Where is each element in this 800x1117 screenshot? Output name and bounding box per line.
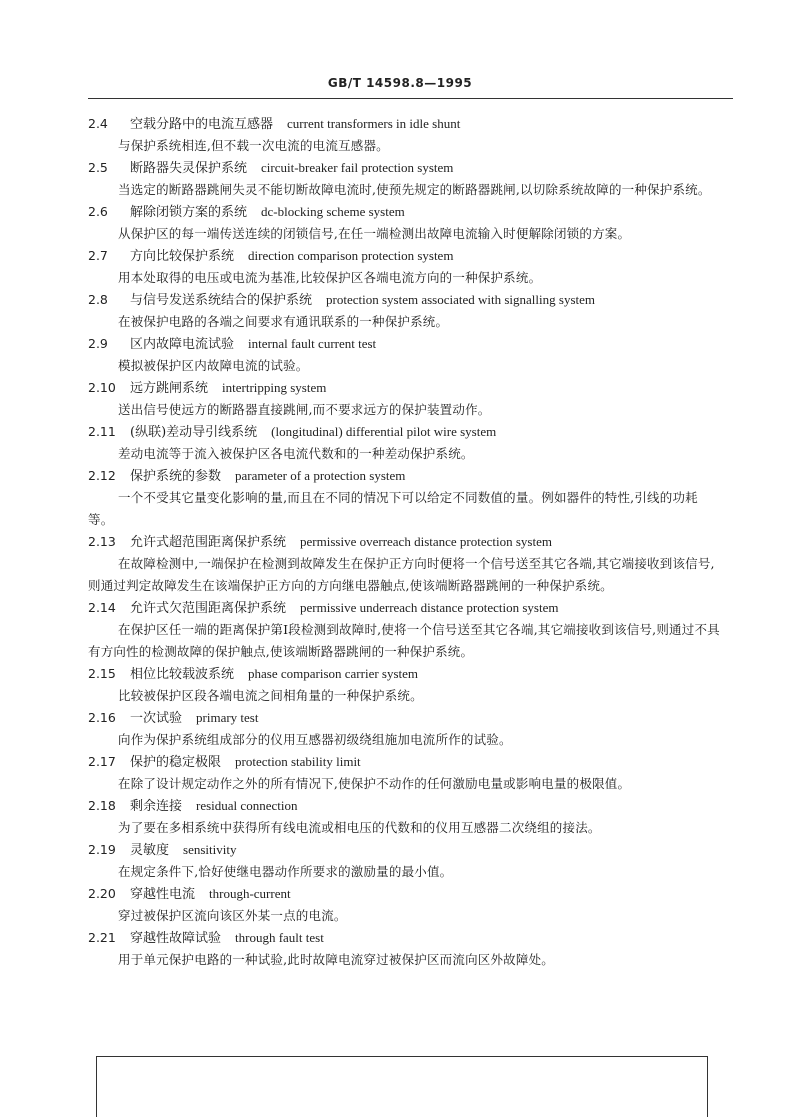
term-number: 2.21 [88,930,116,945]
term-entry [88,201,720,245]
term-chinese: 穿越性电流 [130,887,196,902]
term-definition: 向作为保护系统组成部分的仪用互感器初级绕组施加电流所作的试验。 [118,732,512,747]
term-number: 2.14 [88,600,116,615]
term-entry [88,839,720,883]
term-number: 2.19 [88,842,116,857]
term-chinese: 允许式欠范围距离保护系统 [130,601,287,616]
term-chinese: 允许式超范围距离保护系统 [130,535,287,550]
term-english: (longitudinal) differential pilot wire system [271,424,497,439]
term-heading [88,421,720,443]
term-number: 2.7 [88,248,108,263]
term-english: protection stability limit [235,754,361,769]
term-entry [88,377,720,421]
term-definition: 模拟被保护区内故障电流的试验。 [118,358,309,373]
term-english: intertripping system [222,380,327,395]
term-definition: 在除了设计规定动作之外的所有情况下,使保护不动作的任何激励电量或影响电量的极限值。 [118,776,631,791]
term-chinese: 灵敏度 [130,843,170,858]
page-header: GB/T 14598.8—1995 [327,76,473,90]
term-entry [88,795,720,839]
term-heading [88,289,720,311]
term-number: 2.10 [88,380,116,395]
term-heading [88,883,720,905]
term-definition: 为了要在多相系统中获得所有线电流或相电压的代数和的仪用互感器二次绕组的接法。 [118,820,601,835]
term-definition: 与保护系统相连,但不载一次电流的电流互感器。 [118,138,389,153]
term-chinese: 与信号发送系统结合的保护系统 [130,293,313,308]
term-chinese: 穿越性故障试验 [130,931,222,946]
term-heading [88,377,720,399]
term-english: through-current [209,886,291,901]
term-heading [88,113,720,135]
term-entry [88,707,720,751]
term-heading [88,333,720,355]
term-entry [88,421,720,465]
term-definition: 用于单元保护电路的一种试验,此时故障电流穿过被保护区而流向区外故障处。 [118,952,554,967]
term-entry [88,531,720,597]
term-entry [88,751,720,795]
term-english: dc-blocking scheme system [261,204,405,219]
term-heading [88,157,720,179]
term-definition: 当选定的断路器跳闸失灵不能切断故障电流时,使预先规定的断路器跳闸,以切除系统故障的一种保护系统。 [118,182,711,197]
term-definition: 送出信号使远方的断路器直接跳闸,而不要求远方的保护装置动作。 [118,402,491,417]
term-heading [88,201,720,223]
term-number: 2.20 [88,886,116,901]
term-definition: 在被保护电路的各端之间要求有通讯联系的一种保护系统。 [118,314,449,329]
term-heading [88,795,720,817]
term-english: through fault test [235,930,324,945]
term-chinese: 一次试验 [130,711,183,726]
term-number: 2.16 [88,710,116,725]
term-heading [88,707,720,729]
term-english: phase comparison carrier system [248,666,419,681]
term-heading [88,751,720,773]
term-chinese: (纵联)差动导引线系统 [130,425,258,440]
term-entry [88,927,720,971]
term-heading [88,597,720,619]
term-entry [88,663,720,707]
term-chinese: 保护系统的参数 [130,469,222,484]
term-chinese: 剩余连接 [130,799,183,814]
term-definition: 在规定条件下,恰好使继电器动作所要求的激励量的最小值。 [118,864,453,879]
term-entry [88,157,720,201]
term-english: permissive underreach distance protection system [300,600,559,615]
term-number: 2.15 [88,666,116,681]
term-entry [88,113,720,157]
header-rule [88,98,733,99]
term-english: internal fault current test [248,336,377,351]
term-number: 2.18 [88,798,116,813]
term-entry [88,883,720,927]
term-chinese: 断路器失灵保护系统 [130,161,248,176]
term-heading [88,663,720,685]
term-number: 2.12 [88,468,116,483]
term-number: 2.5 [88,160,108,175]
term-definition: 穿过被保护区流向该区外某一点的电流。 [118,908,347,923]
term-number: 2.6 [88,204,108,219]
footer-box [96,1056,708,1117]
term-chinese: 保护的稳定极限 [130,755,222,770]
term-entry [88,289,720,333]
term-english: primary test [196,710,259,725]
term-heading [88,465,720,487]
term-heading [88,531,720,553]
term-english: circuit-breaker fail protection system [261,160,454,175]
term-chinese: 远方跳闸系统 [130,381,209,396]
term-definition: 从保护区的每一端传送连续的闭锁信号,在任一端检测出故障电流输入时便解除闭锁的方案。 [118,226,631,241]
term-number: 2.11 [88,424,116,439]
term-chinese: 解除闭锁方案的系统 [130,205,248,220]
term-chinese: 相位比较载波系统 [130,667,235,682]
term-definition: 比较被保护区段各端电流之间相角量的一种保护系统。 [118,688,423,703]
term-chinese: 方向比较保护系统 [130,249,235,264]
term-entry [88,597,720,663]
term-definition: 一个不受其它量变化影响的量,而且在不同的情况下可以给定不同数值的量。例如器件的特性,引线的功耗等。 [88,490,698,527]
term-entry [88,245,720,289]
term-definition: 差动电流等于流入被保护区各电流代数和的一种差动保护系统。 [118,446,474,461]
term-english: residual connection [196,798,298,813]
term-english: parameter of a protection system [235,468,406,483]
term-number: 2.13 [88,534,116,549]
term-definition: 用本处取得的电压或电流为基准,比较保护区各端电流方向的一种保护系统。 [118,270,542,285]
term-entry [88,333,720,377]
term-number: 2.9 [88,336,108,351]
term-heading [88,839,720,861]
term-chinese: 区内故障电流试验 [130,337,235,352]
term-english: current transformers in idle shunt [287,116,461,131]
term-definition: 在保护区任一端的距离保护第Ⅰ段检测到故障时,使将一个信号送至其它各端,其它端接收到该信号,则通过不具有方向性的检测故障的保护触点,使该端断路器跳闸的一种保护系统。 [88,622,720,659]
term-chinese: 空载分路中的电流互感器 [130,117,274,132]
term-english: protection system associated with signalling system [326,292,596,307]
term-entry [88,465,720,531]
term-english: sensitivity [183,842,237,857]
term-number: 2.17 [88,754,116,769]
term-english: direction comparison protection system [248,248,454,263]
term-english: permissive overreach distance protection system [300,534,552,549]
term-definition: 在故障检测中,一端保护在检测到故障发生在保护正方向时便将一个信号送至其它各端,其它端接收到该信号,则通过判定故障发生在该端保护正方向的方向继电器触点,使该端断路器跳闸的一种保护系统。 [88,556,715,593]
document-body [88,113,720,971]
term-heading [88,245,720,267]
term-number: 2.4 [88,116,108,131]
term-number: 2.8 [88,292,108,307]
term-heading [88,927,720,949]
